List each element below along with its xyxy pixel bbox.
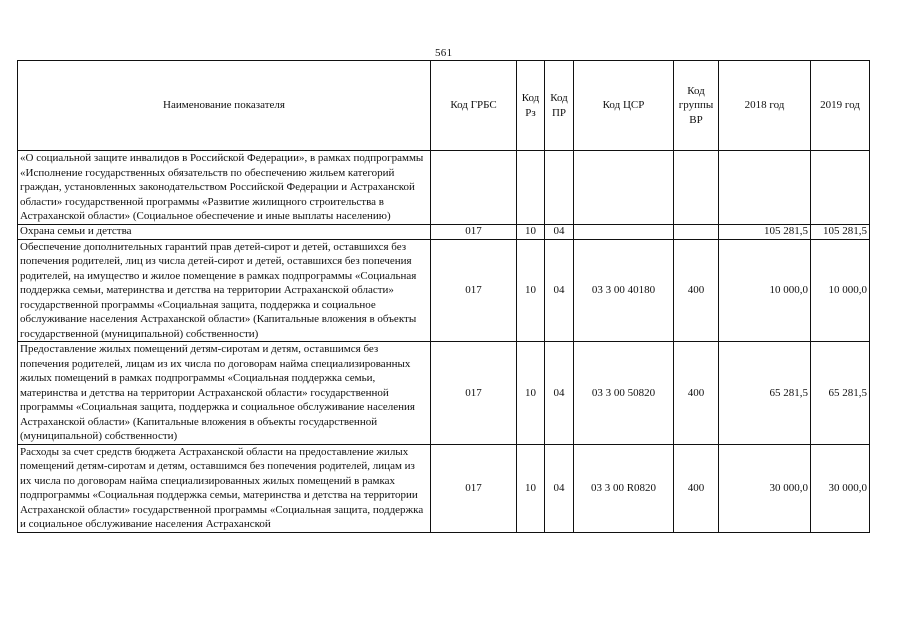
row-vr: 400 — [674, 444, 719, 532]
header-csr: Код ЦСР — [574, 61, 674, 151]
row-2019: 30 000,0 — [811, 444, 870, 532]
row-vr: 400 — [674, 342, 719, 445]
table-row — [18, 151, 870, 225]
row-name: «О социальной защите инвалидов в Российской Федерации», в рамках подпрограммы «Исполнение государственных обязательств по обеспечению жильем категорий граждан, установленных законодательством Российской Федерации и Астраханской области» государственной программы «Развитие жилищного строительства в Астраханской области» (Социальное обеспечение и иные выплаты населению) — [18, 151, 431, 225]
header-vr: Код группы ВР — [674, 61, 719, 151]
row-2019: 10 000,0 — [811, 239, 870, 342]
row-2018: 65 281,5 — [719, 342, 811, 445]
header-name: Наименование показателя — [18, 61, 431, 151]
row-2018: 30 000,0 — [719, 444, 811, 532]
row-grbs: 017 — [431, 444, 517, 532]
row-2019 — [811, 151, 870, 225]
table-header-row — [18, 61, 870, 151]
row-2019: 105 281,5 — [811, 224, 870, 239]
row-rz — [517, 151, 545, 225]
row-2018: 105 281,5 — [719, 224, 811, 239]
header-rz: Код Рз — [517, 61, 545, 151]
row-name: Обеспечение дополнительных гарантий прав детей-сирот и детей, оставшихся без попечения родителей, лиц из числа детей-сирот и детей, оставшихся без попечения родителей, на имущество и жилое помещение в рамках подпрограммы «Социальная поддержка семьи, материнства и детства на территории Астраханской области» государственной программы «Социальная защита, поддержка и социальное обслуживание населения Астраханской области» (Капитальные вложения в объекты государственной (муниципальной) собственности) — [18, 239, 431, 342]
budget-table — [17, 60, 870, 533]
header-2019: 2019 год — [811, 61, 870, 151]
header-pr: Код ПР — [545, 61, 574, 151]
row-2019: 65 281,5 — [811, 342, 870, 445]
row-2018 — [719, 151, 811, 225]
row-rz: 10 — [517, 444, 545, 532]
header-grbs: Код ГРБС — [431, 61, 517, 151]
table-row — [18, 342, 870, 445]
row-2018: 10 000,0 — [719, 239, 811, 342]
page-number: 561 — [435, 47, 453, 59]
table-row — [18, 444, 870, 532]
row-rz: 10 — [517, 342, 545, 445]
row-name: Предоставление жилых помещений детям-сиротам и детям, оставшимся без попечения родителей, лицам из их числа по договорам найма специализированных жилых помещений в рамках подпрограммы «Социальная поддержка семьи, материнства и детства на территории Астраханской области» государственной программы «Социальная защита, поддержка и социальное обслуживание населения Астраханской области» (Капитальные вложения в объекты государственной (муниципальной) собственности) — [18, 342, 431, 445]
header-2018: 2018 год — [719, 61, 811, 151]
row-vr — [674, 224, 719, 239]
row-pr: 04 — [545, 239, 574, 342]
row-csr — [574, 224, 674, 239]
row-pr: 04 — [545, 224, 574, 239]
row-grbs: 017 — [431, 342, 517, 445]
row-csr — [574, 151, 674, 225]
row-grbs: 017 — [431, 224, 517, 239]
table-row — [18, 239, 870, 342]
row-pr: 04 — [545, 342, 574, 445]
row-vr — [674, 151, 719, 225]
row-csr: 03 3 00 R0820 — [574, 444, 674, 532]
row-csr: 03 3 00 50820 — [574, 342, 674, 445]
row-csr: 03 3 00 40180 — [574, 239, 674, 342]
row-name: Охрана семьи и детства — [18, 224, 431, 239]
row-rz: 10 — [517, 239, 545, 342]
row-vr: 400 — [674, 239, 719, 342]
row-grbs: 017 — [431, 239, 517, 342]
row-name: Расходы за счет средств бюджета Астраханской области на предоставление жилых помещений детям-сиротам и детям, оставшимся без попечения родителей, лицам из их числа по договорам найма специализированных жилых помещений в рамках подпрограммы «Социальная поддержка семьи, материнства и детства на территории Астраханской области» государственной программы «Социальная защита, поддержка и социальное обслуживание населения Астраханской — [18, 444, 431, 532]
row-rz: 10 — [517, 224, 545, 239]
row-pr: 04 — [545, 444, 574, 532]
row-pr — [545, 151, 574, 225]
row-grbs — [431, 151, 517, 225]
table-row — [18, 224, 870, 239]
